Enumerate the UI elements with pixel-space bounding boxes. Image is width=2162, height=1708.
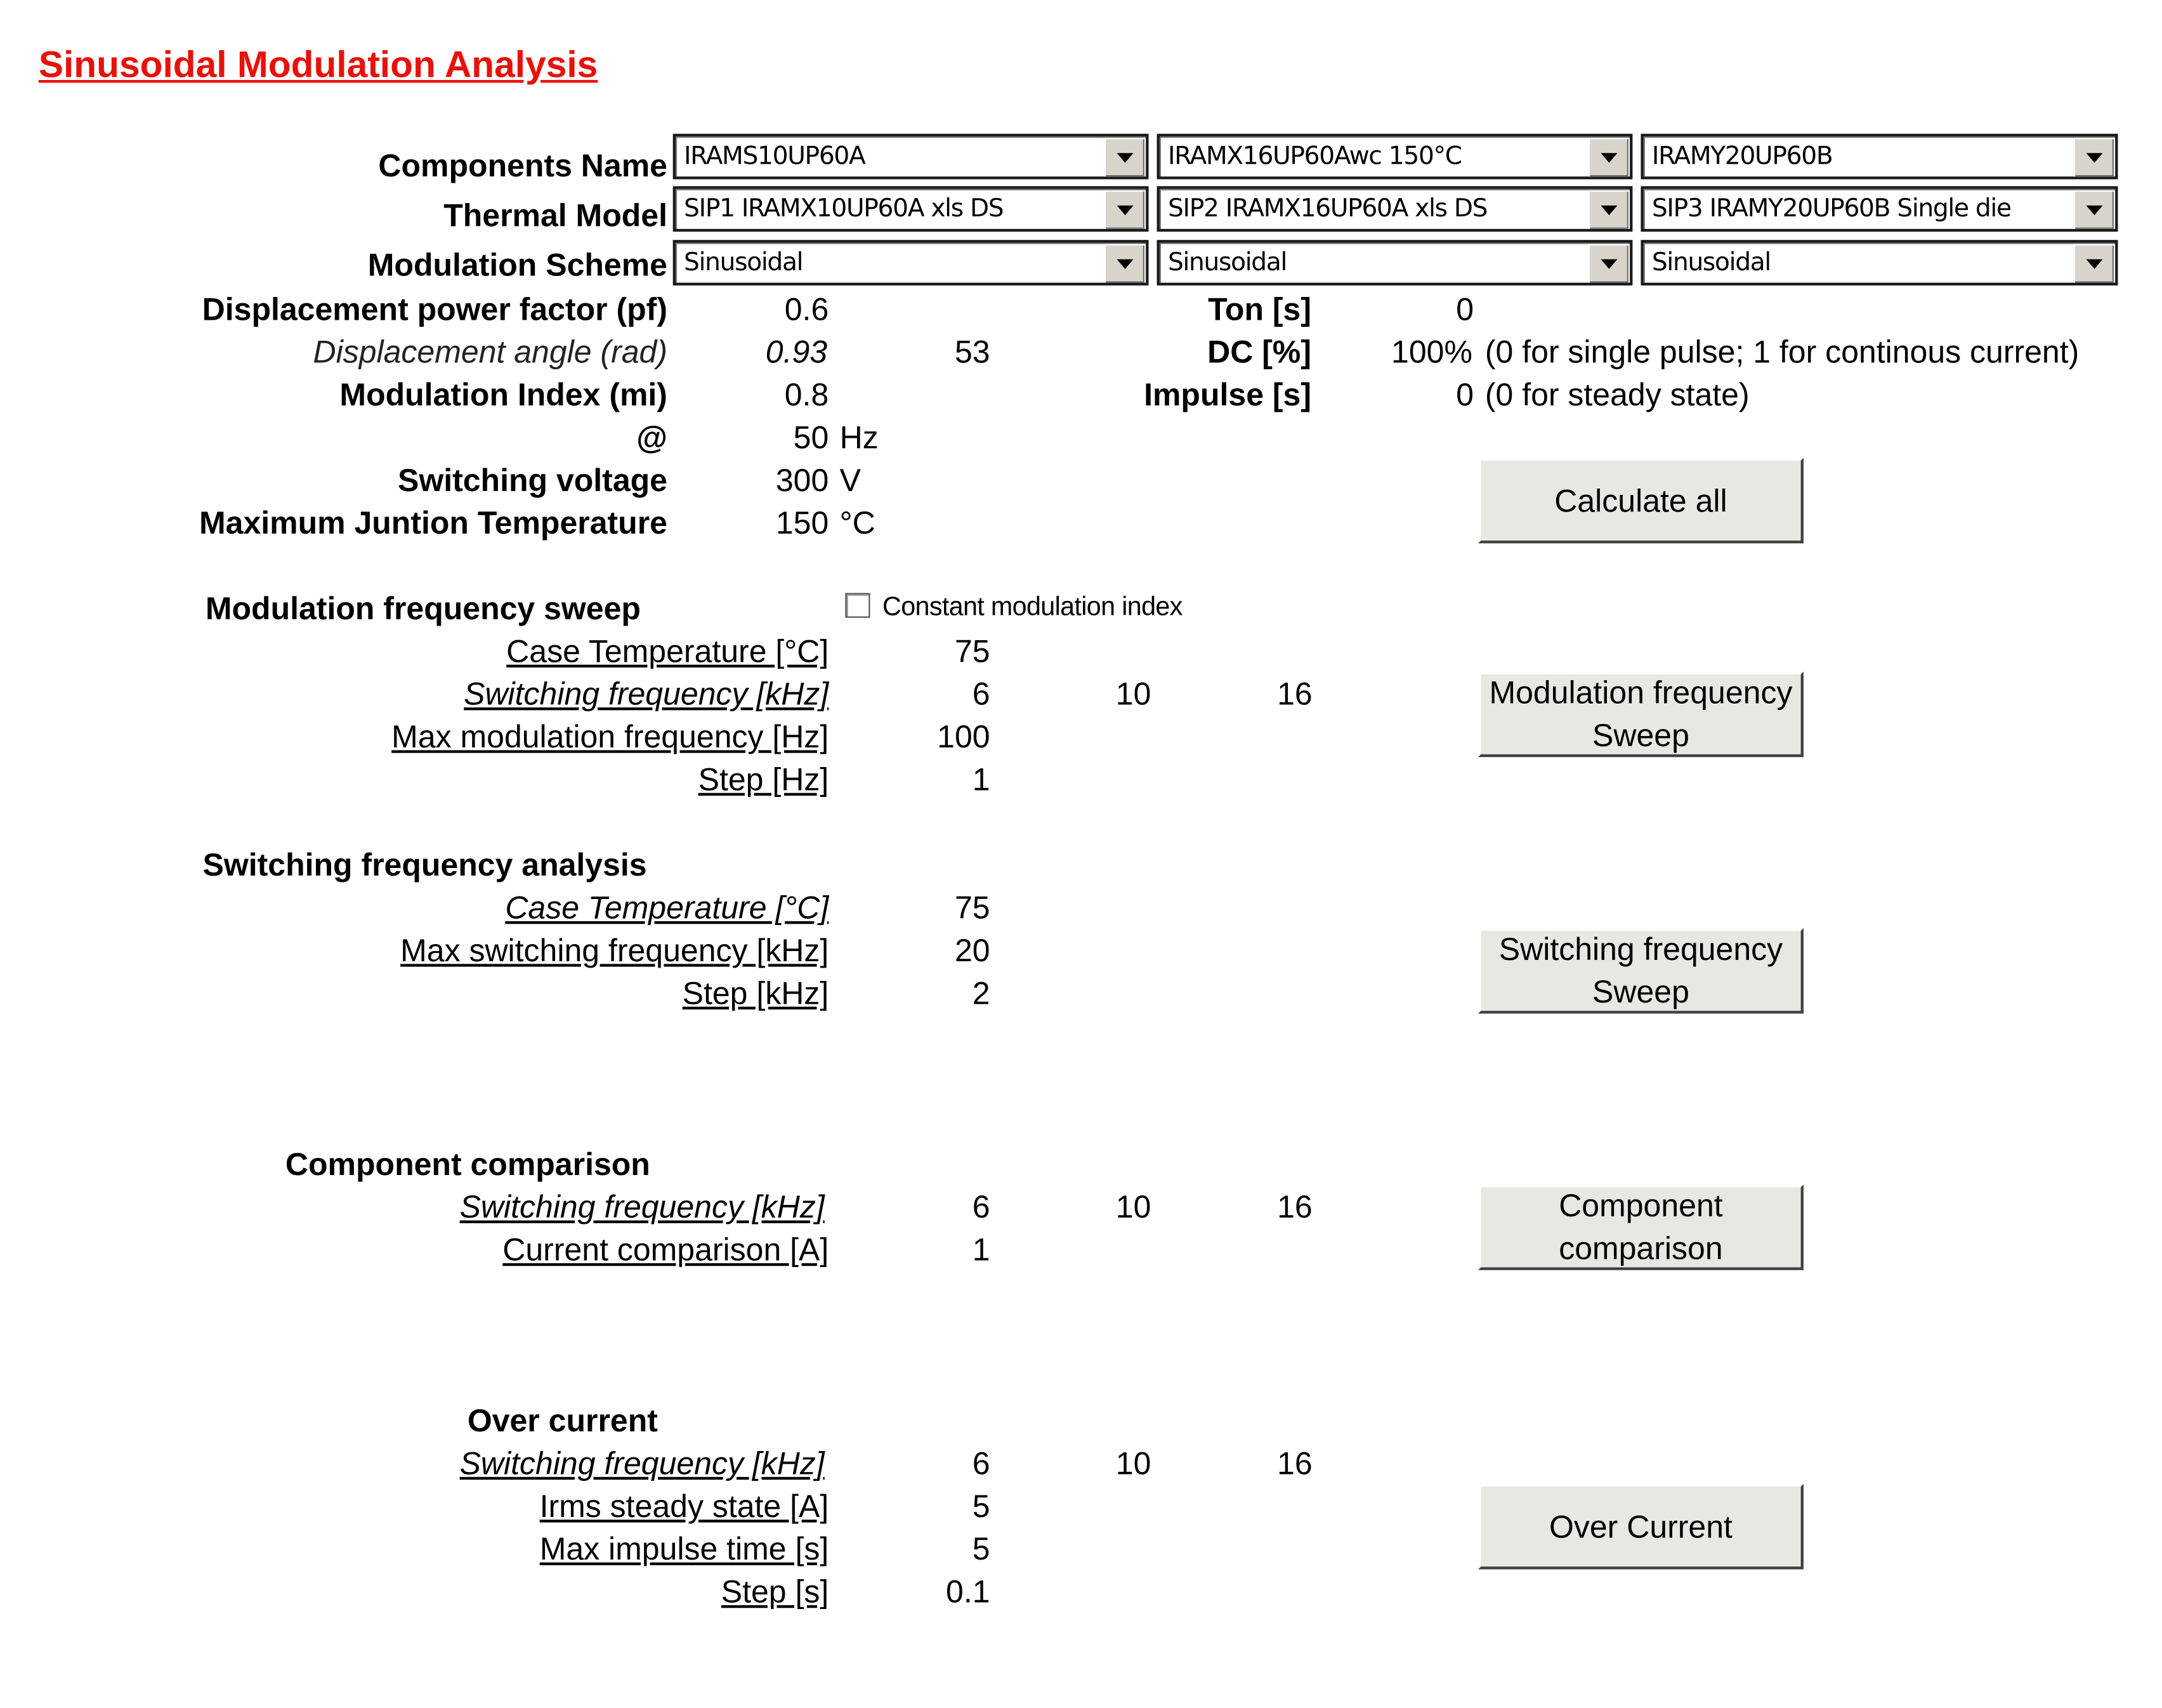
chevron-down-icon[interactable]: [1589, 244, 1628, 283]
ton-value[interactable]: 0: [1456, 291, 1474, 327]
modulation-select-1[interactable]: [673, 240, 1149, 286]
component-select-3[interactable]: [1641, 134, 2118, 180]
dc-value[interactable]: 100%: [1391, 333, 1472, 370]
mod-case-temp-label[interactable]: Case Temperature [°C]: [506, 633, 829, 669]
mod-step-label[interactable]: Step [Hz]: [698, 761, 829, 798]
component-select-3-value: IRAMY20UP60B: [1651, 141, 1833, 171]
switching-frequency-sweep-button[interactable]: [1478, 928, 1804, 1014]
sw-step-value[interactable]: 2: [972, 975, 990, 1011]
max-mod-freq-label[interactable]: Max modulation frequency [Hz]: [391, 718, 829, 754]
calculate-all-button-label: Calculate all: [1554, 482, 1727, 518]
mod-sw-freq-1[interactable]: 6: [972, 676, 990, 712]
mi-label: Modulation Index (mi): [339, 376, 667, 412]
tj-value[interactable]: 150: [775, 504, 829, 541]
angle-rad-value: 0.93: [765, 333, 828, 370]
oc-sw-freq-label[interactable]: Switching frequency [kHz]: [459, 1445, 825, 1481]
modulation-scheme-label: Modulation Scheme: [367, 247, 667, 283]
chevron-down-icon[interactable]: [1104, 138, 1144, 176]
sw-case-temp-label[interactable]: Case Temperature [°C]: [505, 889, 829, 926]
thermal-select-1-value: SIP1 IRAMX10UP60A xls DS: [684, 194, 1004, 224]
chevron-down-icon[interactable]: [1589, 190, 1628, 229]
thermal-select-1[interactable]: [673, 186, 1149, 232]
impulse-value[interactable]: 0: [1456, 376, 1474, 412]
mi-value[interactable]: 0.8: [784, 376, 829, 412]
over-current-heading: Over current: [467, 1402, 658, 1438]
component-comparison-button-label: Component comparison: [1559, 1187, 1723, 1266]
oc-sw-freq-1[interactable]: 6: [972, 1445, 990, 1481]
max-mod-freq-value[interactable]: 100: [937, 718, 990, 754]
page-title: Sinusoidal Modulation Analysis: [38, 44, 598, 86]
angle-label: Displacement angle (rad): [313, 333, 667, 370]
modulation-select-3-value: Sinusoidal: [1651, 248, 1771, 277]
mod-case-temp-value[interactable]: 75: [954, 633, 990, 669]
mod-sw-freq-label[interactable]: Switching frequency [kHz]: [464, 676, 829, 712]
thermal-select-2[interactable]: [1157, 186, 1633, 232]
component-select-2-value: IRAMX16UP60Awc 150°C: [1167, 141, 1462, 171]
impulse-note: (0 for steady state): [1484, 376, 1750, 412]
chevron-down-icon[interactable]: [2074, 138, 2114, 176]
max-sw-freq-value[interactable]: 20: [954, 932, 990, 968]
max-impulse-label[interactable]: Max impulse time [s]: [539, 1530, 829, 1567]
component-select-1-value: IRAMS10UP60A: [684, 141, 865, 171]
over-current-button-label: Over Current: [1549, 1508, 1733, 1544]
tj-label: Maximum Juntion Temperature: [199, 504, 667, 541]
modulation-select-1-value: Sinusoidal: [684, 248, 803, 277]
over-current-button[interactable]: [1478, 1484, 1804, 1570]
mod-sw-freq-3[interactable]: 16: [1277, 676, 1313, 712]
freq-unit: Hz: [839, 419, 879, 456]
thermal-select-3-value: SIP3 IRAMY20UP60B Single die: [1651, 194, 2011, 224]
mod-step-value[interactable]: 1: [972, 761, 990, 798]
oc-step-value[interactable]: 0.1: [946, 1573, 990, 1610]
dc-note: (0 for single pulse; 1 for continous current): [1484, 333, 2080, 370]
ton-label: Ton [s]: [1208, 291, 1311, 327]
voltage-unit: V: [839, 462, 862, 498]
at-label: @: [636, 419, 667, 456]
chevron-down-icon[interactable]: [1589, 138, 1628, 176]
voltage-label: Switching voltage: [397, 462, 667, 498]
freq-value[interactable]: 50: [793, 419, 829, 456]
thermal-select-3[interactable]: [1641, 186, 2118, 232]
thermal-select-2-value: SIP2 IRAMX16UP60A xls DS: [1167, 194, 1488, 224]
oc-step-label[interactable]: Step [s]: [721, 1573, 829, 1610]
thermal-model-label: Thermal Model: [443, 197, 667, 233]
mod-sw-freq-2[interactable]: 10: [1115, 676, 1151, 712]
voltage-value[interactable]: 300: [775, 462, 829, 498]
max-impulse-value[interactable]: 5: [972, 1530, 990, 1567]
constant-mi-label: Constant modulation index: [882, 593, 1183, 622]
modulation-select-3[interactable]: [1641, 240, 2118, 286]
angle-deg-value: 53: [954, 333, 990, 370]
mod-sweep-heading: Modulation frequency sweep: [205, 590, 641, 626]
chevron-down-icon[interactable]: [1104, 244, 1144, 283]
component-select-2[interactable]: [1157, 134, 1633, 180]
comp-sw-freq-label[interactable]: Switching frequency [kHz]: [459, 1188, 825, 1225]
chevron-down-icon[interactable]: [2074, 244, 2114, 283]
calculate-all-button[interactable]: [1478, 458, 1804, 544]
tj-unit: °C: [839, 504, 875, 541]
irms-value[interactable]: 5: [972, 1488, 990, 1524]
chevron-down-icon[interactable]: [1104, 190, 1144, 229]
modulation-frequency-sweep-button[interactable]: [1478, 671, 1804, 757]
component-select-1[interactable]: [673, 134, 1149, 180]
pf-value[interactable]: 0.6: [784, 291, 829, 327]
comparison-heading: Component comparison: [285, 1146, 650, 1182]
oc-sw-freq-2[interactable]: 10: [1115, 1445, 1151, 1481]
current-comparison-label[interactable]: Current comparison [A]: [502, 1231, 829, 1268]
modulation-select-2[interactable]: [1157, 240, 1633, 286]
components-name-label: Components Name: [378, 147, 667, 184]
max-sw-freq-label[interactable]: Max switching frequency [kHz]: [400, 932, 829, 968]
switching-frequency-sweep-button-label: Switching frequency Sweep: [1498, 931, 1783, 1010]
sw-step-label[interactable]: Step [kHz]: [682, 975, 829, 1011]
chevron-down-icon[interactable]: [2074, 190, 2114, 229]
comp-sw-freq-3[interactable]: 16: [1277, 1188, 1313, 1225]
modulation-select-2-value: Sinusoidal: [1167, 248, 1287, 277]
constant-mi-checkbox[interactable]: [845, 593, 870, 618]
impulse-label: Impulse [s]: [1144, 376, 1311, 412]
oc-sw-freq-3[interactable]: 16: [1277, 1445, 1313, 1481]
current-comparison-value[interactable]: 1: [972, 1231, 990, 1268]
sw-analysis-heading: Switching frequency analysis: [202, 846, 647, 883]
sw-case-temp-value[interactable]: 75: [954, 889, 990, 926]
irms-label[interactable]: Irms steady state [A]: [539, 1488, 829, 1524]
comp-sw-freq-1[interactable]: 6: [972, 1188, 990, 1225]
component-comparison-button[interactable]: [1478, 1185, 1804, 1270]
comp-sw-freq-2[interactable]: 10: [1115, 1188, 1151, 1225]
modulation-frequency-sweep-button-label: Modulation frequency Sweep: [1489, 674, 1793, 753]
dc-label: DC [%]: [1207, 333, 1311, 370]
pf-label: Displacement power factor (pf): [202, 291, 667, 327]
